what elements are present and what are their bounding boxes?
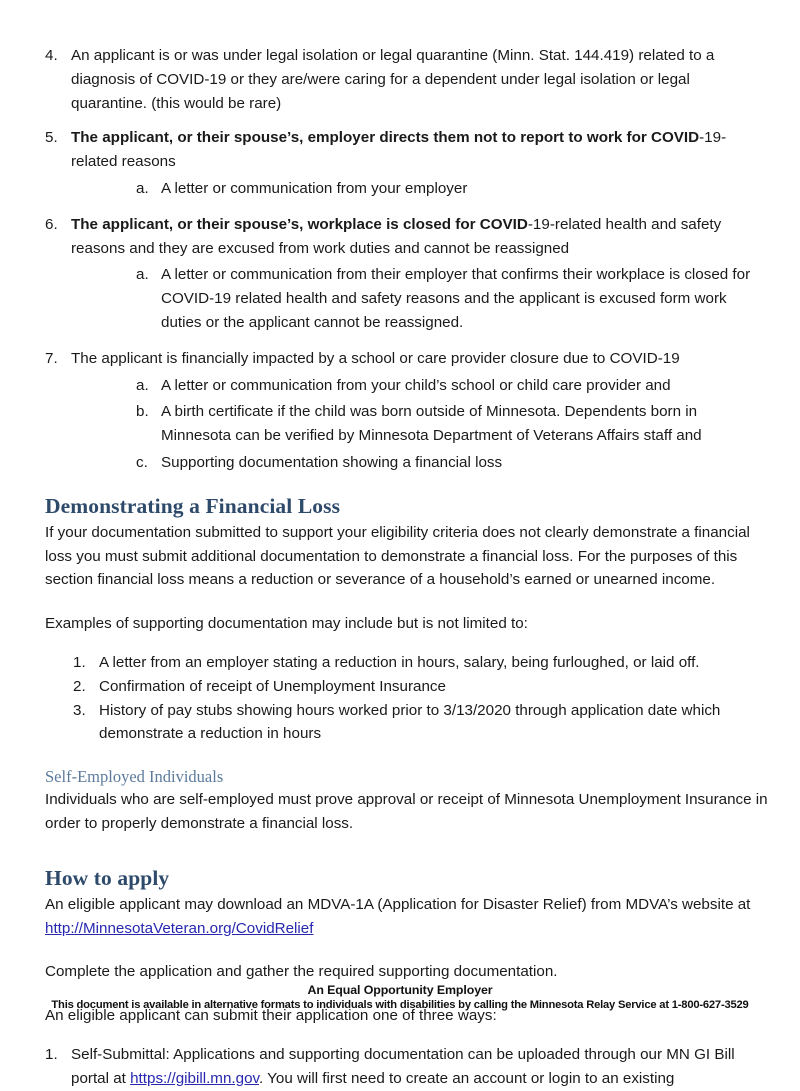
list-marker: 3. [73,701,86,719]
sub-list [71,177,770,201]
list-marker: a. [136,376,149,394]
spacer [45,940,770,960]
spacer [45,836,770,856]
footer-accessibility-text: This document is available in alternative formats to individuals with disabilities by calling the Minnesota Relay Service at 1-800-627-3529 [51,999,749,1011]
list-item-text-after-link: . You will first need to create an account or login to an existing [258,1069,675,1087]
list-marker: 7. [45,349,58,367]
gibill-portal-link[interactable]: https://gibill.mn.gov [130,1069,259,1087]
spacer [45,204,770,213]
page-footer [0,982,800,1013]
footer-equal-opportunity-text: An Equal Opportunity Employer [307,983,493,997]
list-marker: a. [136,266,149,284]
self-employed-paragraph: Individuals who are self-employed must prove approval or receipt of Minnesota Unemployment Insurance in order to properly demonstrate a financial loss. [45,791,768,832]
list-marker: 4. [45,47,58,64]
list-item [45,1043,770,1091]
paragraph-text-before-link: An eligible applicant may download an MDVA-1A (Application for Disaster Relief) from MDVA’s website at [45,895,751,913]
list-item [45,126,770,200]
spacer [45,117,770,126]
list-item-text: -19-related health and safety reasons and they are excused from work duties and cannot be reassigned [71,215,722,257]
how-to-apply-paragraph-1 [45,893,770,941]
list-item-text: A birth certificate if the child was born outside of Minnesota. Dependents born in Minnesota can be verified by Minnesota Department of Veterans Affairs staff and [161,403,702,445]
list-item-text: An applicant is or was under legal isolation or legal quarantine (Minn. Stat. 144.419) related to a diagnosis of COVID-19 or they are/were caring for a dependent under legal isolation or legal quarantine. (this would be rare) [71,47,715,112]
spacer [45,856,770,865]
list-item [136,263,770,334]
list-item-text: Confirmation of receipt of Unemployment Insurance [99,677,446,695]
list-marker: 2. [73,677,86,695]
sub-list [71,263,770,334]
how-to-apply-paragraph-2: Complete the application and gather the required supporting documentation. [45,963,558,981]
list-item [45,213,770,335]
list-item-bold-text: The applicant, or their spouse’s, workplace is closed for COVID [71,215,528,233]
list-marker: 1. [73,653,86,671]
list-marker: b. [136,403,149,421]
list-item-text: A letter or communication from your employer [161,179,468,197]
list-marker: 5. [45,129,58,147]
list-item [136,451,770,475]
spacer [45,746,770,766]
list-item [45,347,770,475]
list-item [136,400,770,448]
spacer [45,478,770,493]
eligibility-criteria-list [45,44,770,475]
spacer [45,592,770,612]
list-item-bold-text: The applicant, or their spouse’s, employer directs them not to report to work for COVID [71,129,700,147]
list-item [73,651,770,675]
list-item-text-before-link: Self-Submittal: Applications and supporting documentation can be uploaded through our MN GI Bill portal at [71,1045,735,1087]
financial-loss-paragraph: If your documentation submitted to support your eligibility criteria does not clearly demonstrate a financial loss you must submit additional documentation to demonstrate a financial loss. For the purposes of this section financial loss means a reduction or severance of a household’s earned or unearned income. [45,523,750,589]
list-item-text: A letter or communication from your child’s school or child care provider and [161,376,671,394]
subheading-self-employed-individuals: Self-Employed Individuals [45,767,224,787]
list-item-text: -19-related reasons [71,129,727,171]
spacer [45,338,770,347]
submission-methods-list [45,1043,770,1091]
list-item [45,44,770,115]
list-item-text: The applicant is financially impacted by a school or care provider closure due to COVID-19 [71,349,680,367]
supporting-documentation-examples-list [45,651,770,746]
section-heading-how-to-apply: How to apply [45,865,170,890]
list-item-text: Supporting documentation showing a financial loss [161,453,503,471]
list-item-text: A letter from an employer stating a reduction in hours, salary, being furloughed, or laid off. [99,653,700,671]
list-item [73,675,770,699]
list-marker: 6. [45,215,58,233]
spacer [45,1028,770,1043]
list-item [73,699,770,747]
list-item [136,177,770,201]
list-marker: a. [136,179,149,197]
list-item [136,374,770,398]
list-item-text: A letter or communication from their employer that confirms their workplace is closed for COVID-19 related health and safety reasons and the applicant is excused form work duties or the applicant cannot be reassigned. [161,266,751,331]
section-heading-financial-loss: Demonstrating a Financial Loss [45,493,341,518]
list-item-text: History of pay stubs showing hours worked prior to 3/13/2020 through application date which demonstrate a reduction in hours [99,701,721,743]
examples-intro-text: Examples of supporting documentation may include but is not limited to: [45,615,528,633]
list-marker: c. [136,453,148,471]
sub-list [71,374,770,475]
spacer [45,636,770,651]
list-marker: 1. [45,1045,58,1063]
how-to-apply-paragraph-3: An eligible applicant can submit their application one of three ways: [45,1007,497,1025]
mdva-covid-relief-link[interactable]: http://MinnesotaVeteran.org/CovidRelief [45,919,314,937]
